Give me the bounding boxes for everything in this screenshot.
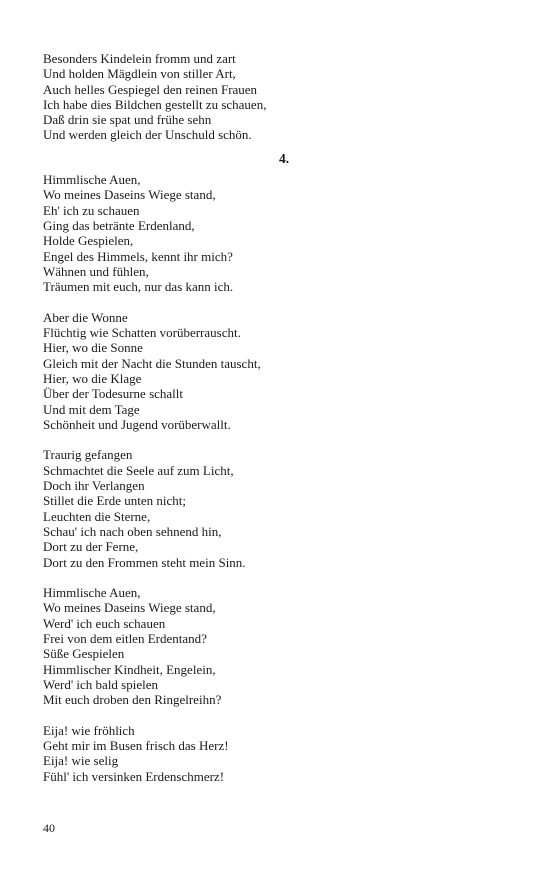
stanza-gap (43, 294, 513, 309)
verse-line: Frei von dem eitlen Erdentand? (43, 630, 207, 646)
verse-line: Gleich mit der Nacht die Stunden tauscht, (43, 355, 261, 371)
verse-line: Himmlische Auen, (43, 585, 141, 601)
verse-line: Holde Gespielen, (43, 233, 134, 249)
verse-line: Flüchtig wie Schatten vorüberrauscht. (43, 325, 241, 341)
verse-line: Und mit dem Tage (43, 401, 140, 417)
verse-line: Eija! wie fröhlich (43, 722, 135, 738)
verse-line: Hier, wo die Klage (43, 370, 142, 386)
stanza-4 (43, 585, 513, 707)
verse-line: Dort zu den Frommen steht mein Sinn. (43, 554, 246, 570)
verse-line: Himmlische Auen, (43, 172, 141, 188)
verse-line: Daß drin sie spat und frühe sehn (43, 112, 212, 128)
stanza-1 (43, 172, 513, 294)
verse-line: Eh' ich zu schauen (43, 202, 140, 218)
verse-line: Wähnen und fühlen, (43, 263, 149, 279)
stanza-3 (43, 447, 513, 569)
verse-line: Eija! wie selig (43, 753, 119, 769)
poem-number-heading: 4. (278, 150, 290, 166)
verse-line: Himmlischer Kindheit, Engelein, (43, 661, 216, 677)
verse-line: Doch ihr Verlangen (43, 478, 145, 494)
verse-line: Auch helles Gespiegel den reinen Frauen (43, 81, 258, 97)
stanza-gap (43, 707, 513, 722)
stanza-5 (43, 723, 513, 784)
verse-line: Mit euch droben den Ringelreihn? (43, 692, 222, 708)
stanza-gap (43, 432, 513, 447)
verse-line: Stillet die Erde unten nicht; (43, 493, 186, 509)
verse-line: Leuchten die Sterne, (43, 508, 151, 524)
verse-line: Engel des Himmels, kennt ihr mich? (43, 248, 233, 264)
verse-line: Ging das betränte Erdenland, (43, 217, 195, 233)
verse-line: Traurig gefangen (43, 447, 133, 463)
verse-line: Besonders Kindelein fromm und zart (43, 51, 236, 66)
verse-line: Ich habe dies Bildchen gestellt zu schauen, (43, 96, 267, 112)
stanza-gap (43, 570, 513, 585)
verse-line: Hier, wo die Sonne (43, 340, 143, 356)
verse-line: Dort zu der Ferne, (43, 539, 139, 555)
verse-line: Geht mir im Busen frisch das Herz! (43, 738, 229, 754)
verse-line: Süße Gespielen (43, 646, 125, 662)
verse-line: Werd' ich bald spielen (43, 676, 159, 692)
verse-line: Werd' ich euch schauen (43, 615, 166, 631)
verse-line: Aber die Wonne (43, 309, 128, 325)
verse-line: Und holden Mägdlein von stiller Art, (43, 66, 236, 82)
poem-text (43, 51, 513, 784)
verse-line: Fühl' ich versinken Erdenschmerz! (43, 768, 225, 784)
verse-line: Über der Todesurne schallt (43, 386, 183, 402)
verse-line: Schau' ich nach oben sehnend hin, (43, 523, 222, 539)
verse-line: Träumen mit euch, nur das kann ich. (43, 279, 234, 295)
verse-line: Schmachtet die Seele auf zum Licht, (43, 462, 234, 478)
verse-line: Und werden gleich der Unschuld schön. (43, 127, 252, 143)
verse-line: Schönheit und Jugend vorüberwallt. (43, 416, 231, 432)
page-number: 40 (43, 821, 55, 835)
stanza-2 (43, 310, 513, 432)
verse-line: Wo meines Daseins Wiege stand, (43, 600, 216, 616)
intro-stanza (43, 51, 513, 143)
verse-line: Wo meines Daseins Wiege stand, (43, 187, 216, 203)
